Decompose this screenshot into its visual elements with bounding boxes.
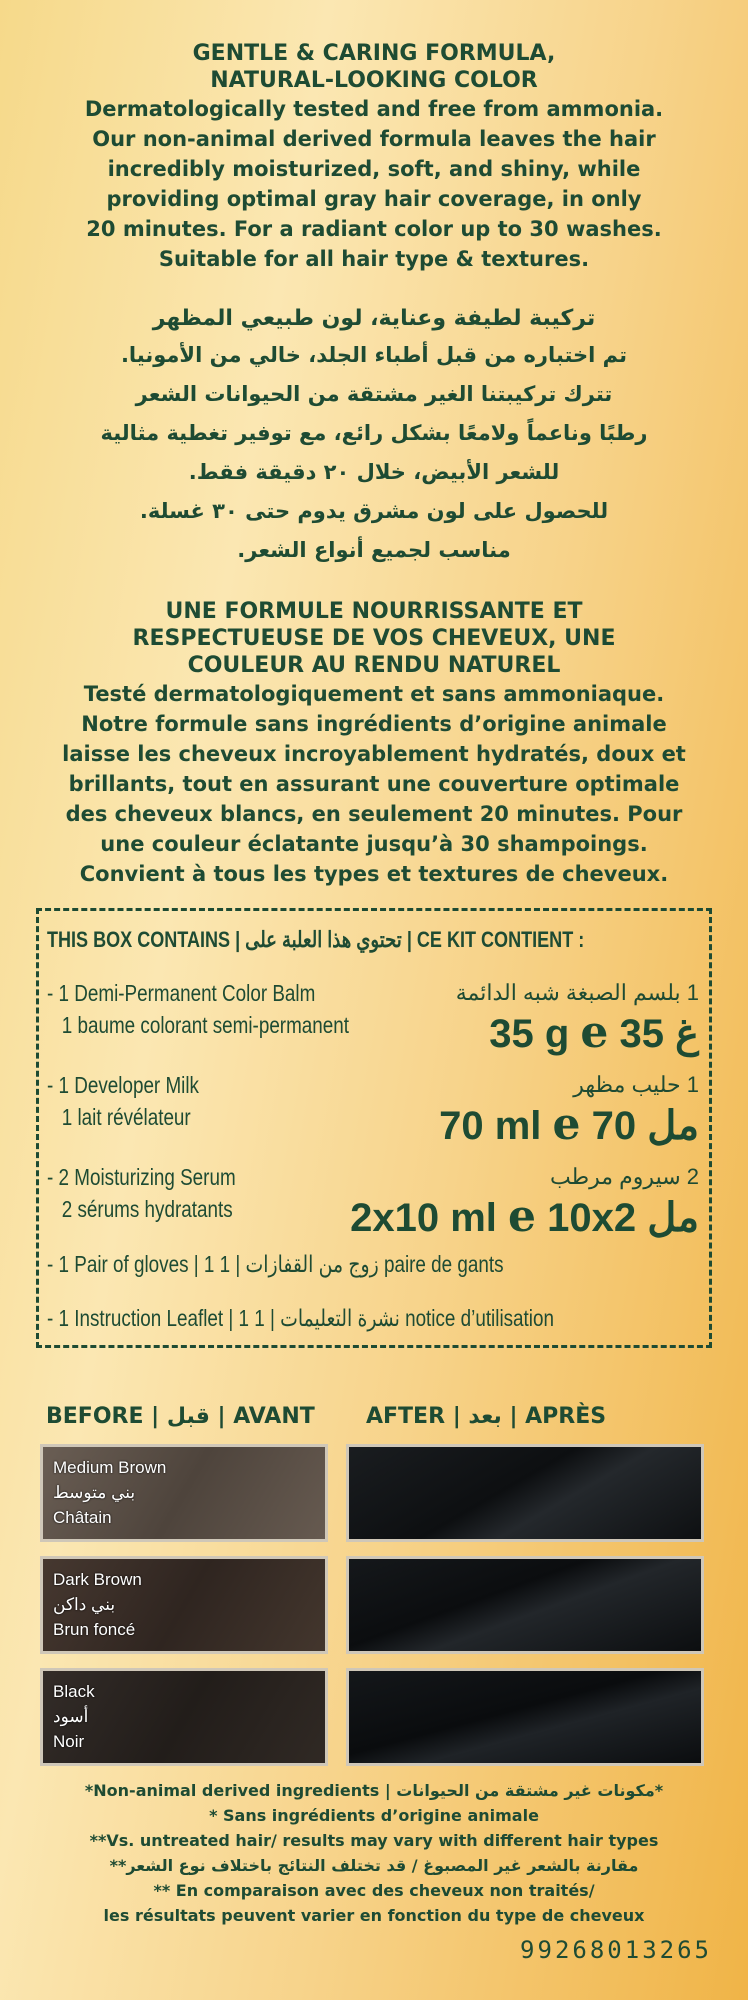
french-body-line: des cheveux blancs, en seulement 20 minutes. Pour <box>65 802 683 826</box>
french-heading-line-2: RESPECTUEUSE DE VOS CHEVEUX, UNE <box>132 626 616 651</box>
swatch-label <box>53 1455 166 1530</box>
swatch-label-fr: Noir <box>53 1732 85 1751</box>
quantity-arabic: 10x2 مل <box>547 1196 699 1240</box>
before-title: BEFORE | قبل | AVANT <box>46 1404 315 1429</box>
barcode-number: 99268013265 <box>520 1936 712 1964</box>
english-body-line: Our non-animal derived formula leaves the hair <box>92 127 656 151</box>
box-item-gloves: - 1 Pair of gloves | 1 زوج من القفازات | 1 paire de gants <box>47 1251 504 1277</box>
item-french: 2 sérums hydratants <box>61 1196 233 1222</box>
footnote-line: **Vs. untreated hair/ results may vary with different hair types <box>89 1831 659 1850</box>
english-heading-line-1: GENTLE & CARING FORMULA, <box>192 41 556 66</box>
arabic-body-line: تترك تركيبتنا الغير مشتقة من الحيوانات الشعر <box>135 382 613 406</box>
item-french: 1 lait révélateur <box>61 1104 191 1130</box>
footnote-line: * Sans ingrédients d’origine animale <box>209 1806 539 1825</box>
swatch-label <box>53 1567 142 1642</box>
english-body-line: 20 minutes. For a radiant color up to 30 washes. <box>86 217 662 241</box>
swatch-label <box>53 1679 95 1754</box>
arabic-body-line: للشعر الأبيض، خلال ٢٠ دقيقة فقط. <box>188 460 560 484</box>
after-title: AFTER | بعد | APRÈS <box>366 1404 607 1429</box>
estimated-sign-icon: e <box>552 1099 581 1150</box>
item-english: - 1 Demi-Permanent Color Balm <box>47 980 316 1006</box>
after-swatch-dark-brown <box>346 1556 704 1654</box>
footnote-line: ** En comparaison avec des cheveux non traités/ <box>153 1881 595 1900</box>
item-quantity <box>439 1099 699 1150</box>
quantity-metric: 2x10 ml <box>350 1196 497 1240</box>
french-heading-line-3: COULEUR AU RENDU NATUREL <box>187 653 561 678</box>
box-contents-title: THIS BOX CONTAINS | تحتوي هذا العلبة على | CE KIT CONTIENT : <box>47 927 585 952</box>
english-body-line: providing optimal gray hair coverage, in only <box>106 187 642 211</box>
item-quantity <box>350 1191 699 1242</box>
french-body-line: une couleur éclatante jusqu’à 30 shampoings. <box>100 832 648 856</box>
swatch-label-ar: أسود <box>53 1707 89 1726</box>
estimated-sign-icon: e <box>508 1191 537 1242</box>
swatch-label-fr: Châtain <box>53 1508 112 1527</box>
english-body-line: Suitable for all hair type & textures. <box>158 247 590 271</box>
after-swatch-medium-brown <box>346 1444 704 1542</box>
item-english: - 1 Developer Milk <box>47 1072 199 1098</box>
arabic-body-line: تم اختباره من قبل أطباء الجلد، خالي من الأمونيا. <box>120 343 628 367</box>
arabic-heading: تركيبة لطيفة وعناية، لون طبيعي المظهر <box>152 306 596 331</box>
footnotes <box>0 1778 748 1928</box>
before-swatch-medium-brown <box>40 1444 328 1542</box>
estimated-sign-icon: e <box>580 1007 609 1058</box>
box-contents-panel <box>36 908 712 1348</box>
french-section <box>0 598 748 889</box>
english-body-line: Dermatologically tested and free from ammonia. <box>84 97 664 121</box>
item-arabic: 1 بلسم الصبغة شبه الدائمة <box>455 980 699 1005</box>
french-body-line: Testé dermatologiquement et sans ammoniaque. <box>83 682 665 706</box>
swatch-label-ar: بني متوسط <box>53 1483 136 1502</box>
english-body-line: incredibly moisturized, soft, and shiny, while <box>107 157 641 181</box>
footnote-line: مقارنة بالشعر غير المصبوغ / قد تختلف النتائج باختلاف نوع الشعر** <box>109 1856 639 1875</box>
before-swatch-dark-brown <box>40 1556 328 1654</box>
swatch-label-en: Dark Brown <box>53 1570 142 1589</box>
quantity-arabic: 35 غ <box>619 1012 699 1056</box>
swatch-label-en: Black <box>53 1682 95 1701</box>
item-french: 1 baume colorant semi-permanent <box>61 1012 350 1038</box>
footnote-line: *Non-animal derived ingredients | مكونات غير مشتقة من الحيوانات* <box>84 1781 664 1800</box>
swatch-label-en: Medium Brown <box>53 1458 167 1477</box>
item-quantity <box>489 1007 699 1058</box>
french-heading-line-1: UNE FORMULE NOURRISSANTE ET <box>165 599 583 624</box>
quantity-arabic: 70 مل <box>591 1104 699 1148</box>
swatch-label-fr: Brun foncé <box>53 1620 136 1639</box>
after-swatch-black <box>346 1668 704 1766</box>
english-section <box>0 40 748 274</box>
item-english: - 2 Moisturizing Serum <box>47 1164 236 1190</box>
quantity-metric: 70 ml <box>439 1104 542 1148</box>
english-heading-line-2: NATURAL-LOOKING COLOR <box>210 68 538 93</box>
item-arabic: 1 حليب مظهر <box>573 1072 699 1097</box>
item-arabic: 2 سيروم مرطب <box>550 1164 699 1189</box>
box-item-leaflet: - 1 Instruction Leaflet | 1 نشرة التعليمات | 1 notice d’utilisation <box>47 1305 554 1331</box>
french-body-line: laisse les cheveux incroyablement hydratés, doux et <box>62 742 686 766</box>
arabic-body-line: للحصول على لون مشرق يدوم حتى ٣٠ غسلة. <box>139 499 609 523</box>
arabic-section <box>0 302 748 570</box>
arabic-body-line: مناسب لجميع أنواع الشعر. <box>237 538 511 562</box>
french-body-line: Convient à tous les types et textures de cheveux. <box>79 862 669 886</box>
swatch-label-ar: بني داكن <box>53 1595 116 1614</box>
footnote-line: les résultats peuvent varier en fonction du type de cheveux <box>103 1906 645 1925</box>
quantity-metric: 35 g <box>489 1012 570 1056</box>
french-body-line: brillants, tout en assurant une couverture optimale <box>68 772 680 796</box>
before-swatch-black <box>40 1668 328 1766</box>
arabic-body-line: رطبًا وناعماً ولامعًا بشكل رائع، مع توفير تغطية مثالية <box>100 421 648 445</box>
french-body-line: Notre formule sans ingrédients d’origine animale <box>81 712 667 736</box>
